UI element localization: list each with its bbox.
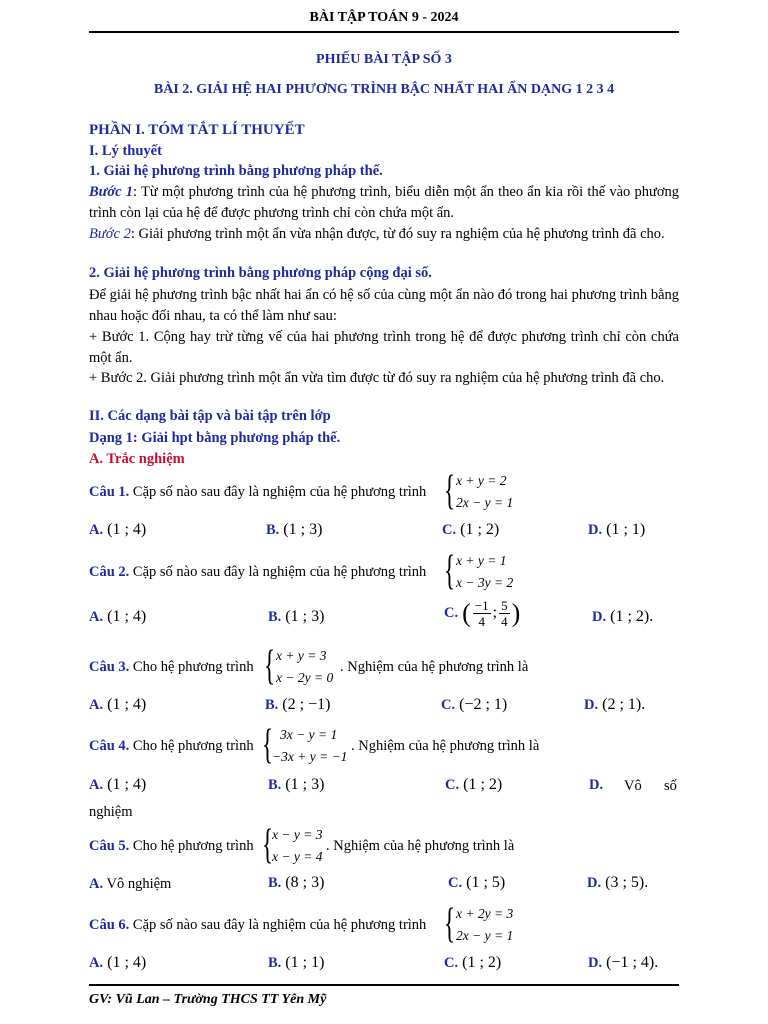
option-value: (1 ; 3) [285,776,325,793]
option-value: (1 ; 3) [283,521,323,538]
method2-title: 2. Giải hệ phương trình bằng phương pháp cộng đại số. [89,265,432,281]
step1-text: : Từ một phương trình của hệ phương trình, biểu diễn một ẩn theo ẩn kia rồi thế vào phương trình còn lại của hệ để được phương trình chỉ còn chứa một ẩn. [89,184,679,221]
option-label: C. [448,875,463,891]
question-3-stem [89,659,254,676]
header-title: BÀI TẬP TOÁN 9 - 2024 [309,10,459,25]
question-4-brace: { [262,722,274,768]
question-1-text: Cặp số nào sau đây là nghiệm của hệ phương trình [132,484,427,500]
question-4-option-d-word3: nghiệm [89,804,133,820]
question-6-eq1: x + 2y = 3 [456,906,514,921]
question-1-stem [89,484,426,501]
question-6-system [456,903,513,947]
question-5-number: Câu 5. [89,838,130,854]
option-value: (1 ; 4) [107,776,147,793]
method2-step1: + Bước 1. Cộng hay trừ từng vế của hai phương trình trong hệ để được phương trình chỉ còn chứa một ẩn. [89,329,679,366]
footer-text: GV: Vũ Lan – Trường THCS TT Yên Mỹ [89,992,327,1007]
header-rule [89,31,679,33]
question-3-brace: { [264,643,276,689]
sheet-title: PHIẾU BÀI TẬP SỐ 3 [316,52,452,67]
method2-step2: + Bước 2. Giải phương trình một ẩn vừa tìm được từ đó suy ra nghiệm của hệ phương trình đã cho. [89,370,665,386]
option-label: A. [89,955,104,971]
question-4-option-d-word2: số [664,778,677,794]
option-label: B. [268,777,282,793]
question-4-eq2: −3x + y = −1 [272,749,348,764]
footer-rule [89,984,679,986]
option-value: (−1 ; 4). [606,954,659,971]
question-2-eq1: x + y = 1 [456,553,507,568]
question-4-number: Câu 4. [89,738,130,754]
question-3-text: Cho hệ phương trình [132,659,254,675]
option-label: C. [442,522,457,538]
question-3-option-c[interactable] [441,696,507,714]
option-label: D. [584,697,599,713]
option-label: B. [268,955,282,971]
question-4-eq1: 3x − y = 1 [280,727,338,742]
question-1-eq1: x + y = 2 [456,473,507,488]
question-6-brace: { [444,901,456,947]
question-5-brace: { [262,822,274,868]
option-value: (1 ; 4) [107,954,147,971]
question-3-option-d[interactable] [584,696,645,714]
option-value: (3 ; 5). [605,874,649,891]
option-label: D. [587,875,602,891]
question-2-brace: { [444,548,456,594]
question-2-option-d[interactable] [592,608,653,626]
option-label: D. [588,955,603,971]
option-label: A. [89,609,104,625]
option-value: (1 ; 2) [463,776,503,793]
question-5-eq1: x − y = 3 [272,827,323,842]
option-value: (1 ; 1) [285,954,325,971]
option-value: (2 ; 1). [602,696,646,713]
option-value: (1 ; 4) [107,608,147,625]
question-2-text: Cặp số nào sau đây là nghiệm của hệ phương trình [132,564,427,580]
question-2-stem [89,564,426,581]
method2-intro: Để giải hệ phương trình bậc nhất hai ẩn có hệ số của cùng một ẩn nào đó trong hai phương trình bằng nhau hoặc đối nhau, ta có thể làm như sau: [89,287,679,324]
question-5-text: Cho hệ phương trình [132,838,254,854]
question-2-eq2: x − 3y = 2 [456,575,514,590]
question-2-system [456,550,513,594]
question-4-system [272,724,347,768]
option-value: (8 ; 3) [285,874,325,891]
part2-heading: II. Các dạng bài tập và bài tập trên lớp [89,408,331,424]
question-1-system [456,470,513,514]
fraction-2-num: 5 [501,598,508,613]
question-4-option-a[interactable] [89,776,146,794]
question-4-option-d-word1: Vô [624,778,642,794]
question-5-system [272,824,322,868]
option-value: (1 ; 1) [606,521,646,538]
option-label: A. [89,522,104,538]
question-6-option-d[interactable] [588,954,658,972]
question-1-number: Câu 1. [89,484,130,500]
multiple-choice-heading: A. Trắc nghiệm [89,451,185,467]
question-6-eq2: 2x − y = 1 [456,928,514,943]
question-3-system [276,645,333,689]
option-label: D. [588,522,603,538]
question-1-option-c[interactable] [442,521,499,539]
question-3-eq2: x − 2y = 0 [276,670,334,685]
step1-label: Bước 1 [89,184,134,200]
option-label: B. [268,609,282,625]
question-5-option-c[interactable] [448,874,505,892]
part1-heading: PHẦN I. TÓM TẮT LÍ THUYẾT [89,122,305,138]
question-4-option-d[interactable] [589,776,603,794]
fraction-1-num: −1 [474,598,489,613]
option-value: (1 ; 4) [107,696,147,713]
question-2-option-a[interactable] [89,608,146,626]
option-value: (1 ; 4) [107,521,147,538]
option-label: B. [266,522,280,538]
question-3-after: . Nghiệm của hệ phương trình là [340,659,529,675]
option-value: (2 ; −1) [282,696,331,713]
question-5-option-d[interactable] [587,874,648,892]
fraction-1-den: 4 [478,614,485,629]
option-label: D. [592,609,607,625]
question-6-option-a[interactable] [89,954,146,972]
method1-title: 1. Giải hệ phương trình bằng phương pháp thế. [89,163,383,179]
question-2-option-c[interactable]: C. ( $\frac{-1}{4}$ ; $\frac{5}{4}$ ) [444,598,521,629]
question-1-option-b[interactable] [266,521,322,539]
question-3-eq1: x + y = 3 [276,648,327,663]
question-4-option-c[interactable] [445,776,502,794]
option-label: A. [89,876,104,892]
question-5-option-a[interactable] [89,876,171,893]
option-value: (1 ; 5) [466,874,506,891]
option-label: C. [444,955,459,971]
theory-heading: I. Lý thuyết [89,143,162,159]
question-2-number: Câu 2. [89,564,130,580]
question-4-text: Cho hệ phương trình [132,738,254,754]
fraction-2 [499,598,510,629]
question-1-brace: { [444,468,456,514]
paren-open: ( [462,598,471,628]
question-2-option-b[interactable] [268,608,324,626]
question-4-stem [89,738,254,755]
question-6-option-b[interactable] [268,954,324,972]
option-value: (1 ; 3) [285,608,325,625]
dang1-heading: Dạng 1: Giải hpt bằng phương pháp thế. [89,430,341,446]
question-4-after: . Nghiệm của hệ phương trình là [351,738,540,754]
option-label: C. [444,605,459,622]
question-6-number: Câu 6. [89,917,130,933]
question-3-number: Câu 3. [89,659,130,675]
option-value: (1 ; 2). [610,608,654,625]
fraction-1 [473,598,491,629]
question-5-after: . Nghiệm của hệ phương trình là [326,838,515,854]
option-value: (1 ; 2) [460,521,500,538]
question-5-stem [89,838,254,855]
question-5-option-b[interactable] [268,874,324,892]
option-value: (−2 ; 1) [459,696,508,713]
question-5-eq2: x − y = 4 [272,849,323,864]
option-label: B. [265,697,279,713]
question-6-text: Cặp số nào sau đây là nghiệm của hệ phương trình [132,917,427,933]
question-6-stem [89,917,426,934]
method1-step1 [89,182,679,223]
option-label: A. [89,777,104,793]
option-label: A. [89,697,104,713]
question-3-option-b[interactable] [265,696,330,714]
option-label: D. [589,777,604,793]
question-4-option-b[interactable] [268,776,324,794]
step2-text: : Giải phương trình một ẩn vừa nhận được, từ đó suy ra nghiệm của hệ phương trình đã cho. [130,226,665,242]
option-value: (1 ; 2) [462,954,502,971]
lesson-title: BÀI 2. GIẢI HỆ HAI PHƯƠNG TRÌNH BẬC NHẤT HAI ẨN DẠNG 1 2 3 4 [153,82,615,97]
question-3-option-a[interactable] [89,696,146,714]
option-label: C. [441,697,456,713]
option-value: Vô nghiệm [106,876,172,892]
paren-close: ) [511,598,521,628]
question-6-option-c[interactable] [444,954,501,972]
question-1-eq2: 2x − y = 1 [456,495,514,510]
question-1-option-d[interactable] [588,521,645,539]
fraction-2-den: 4 [501,614,508,629]
question-1-option-a[interactable] [89,521,146,539]
option-label: B. [268,875,282,891]
option-label: C. [445,777,460,793]
step2-label: Bước 2 [89,226,131,242]
method1-step2 [89,224,679,245]
